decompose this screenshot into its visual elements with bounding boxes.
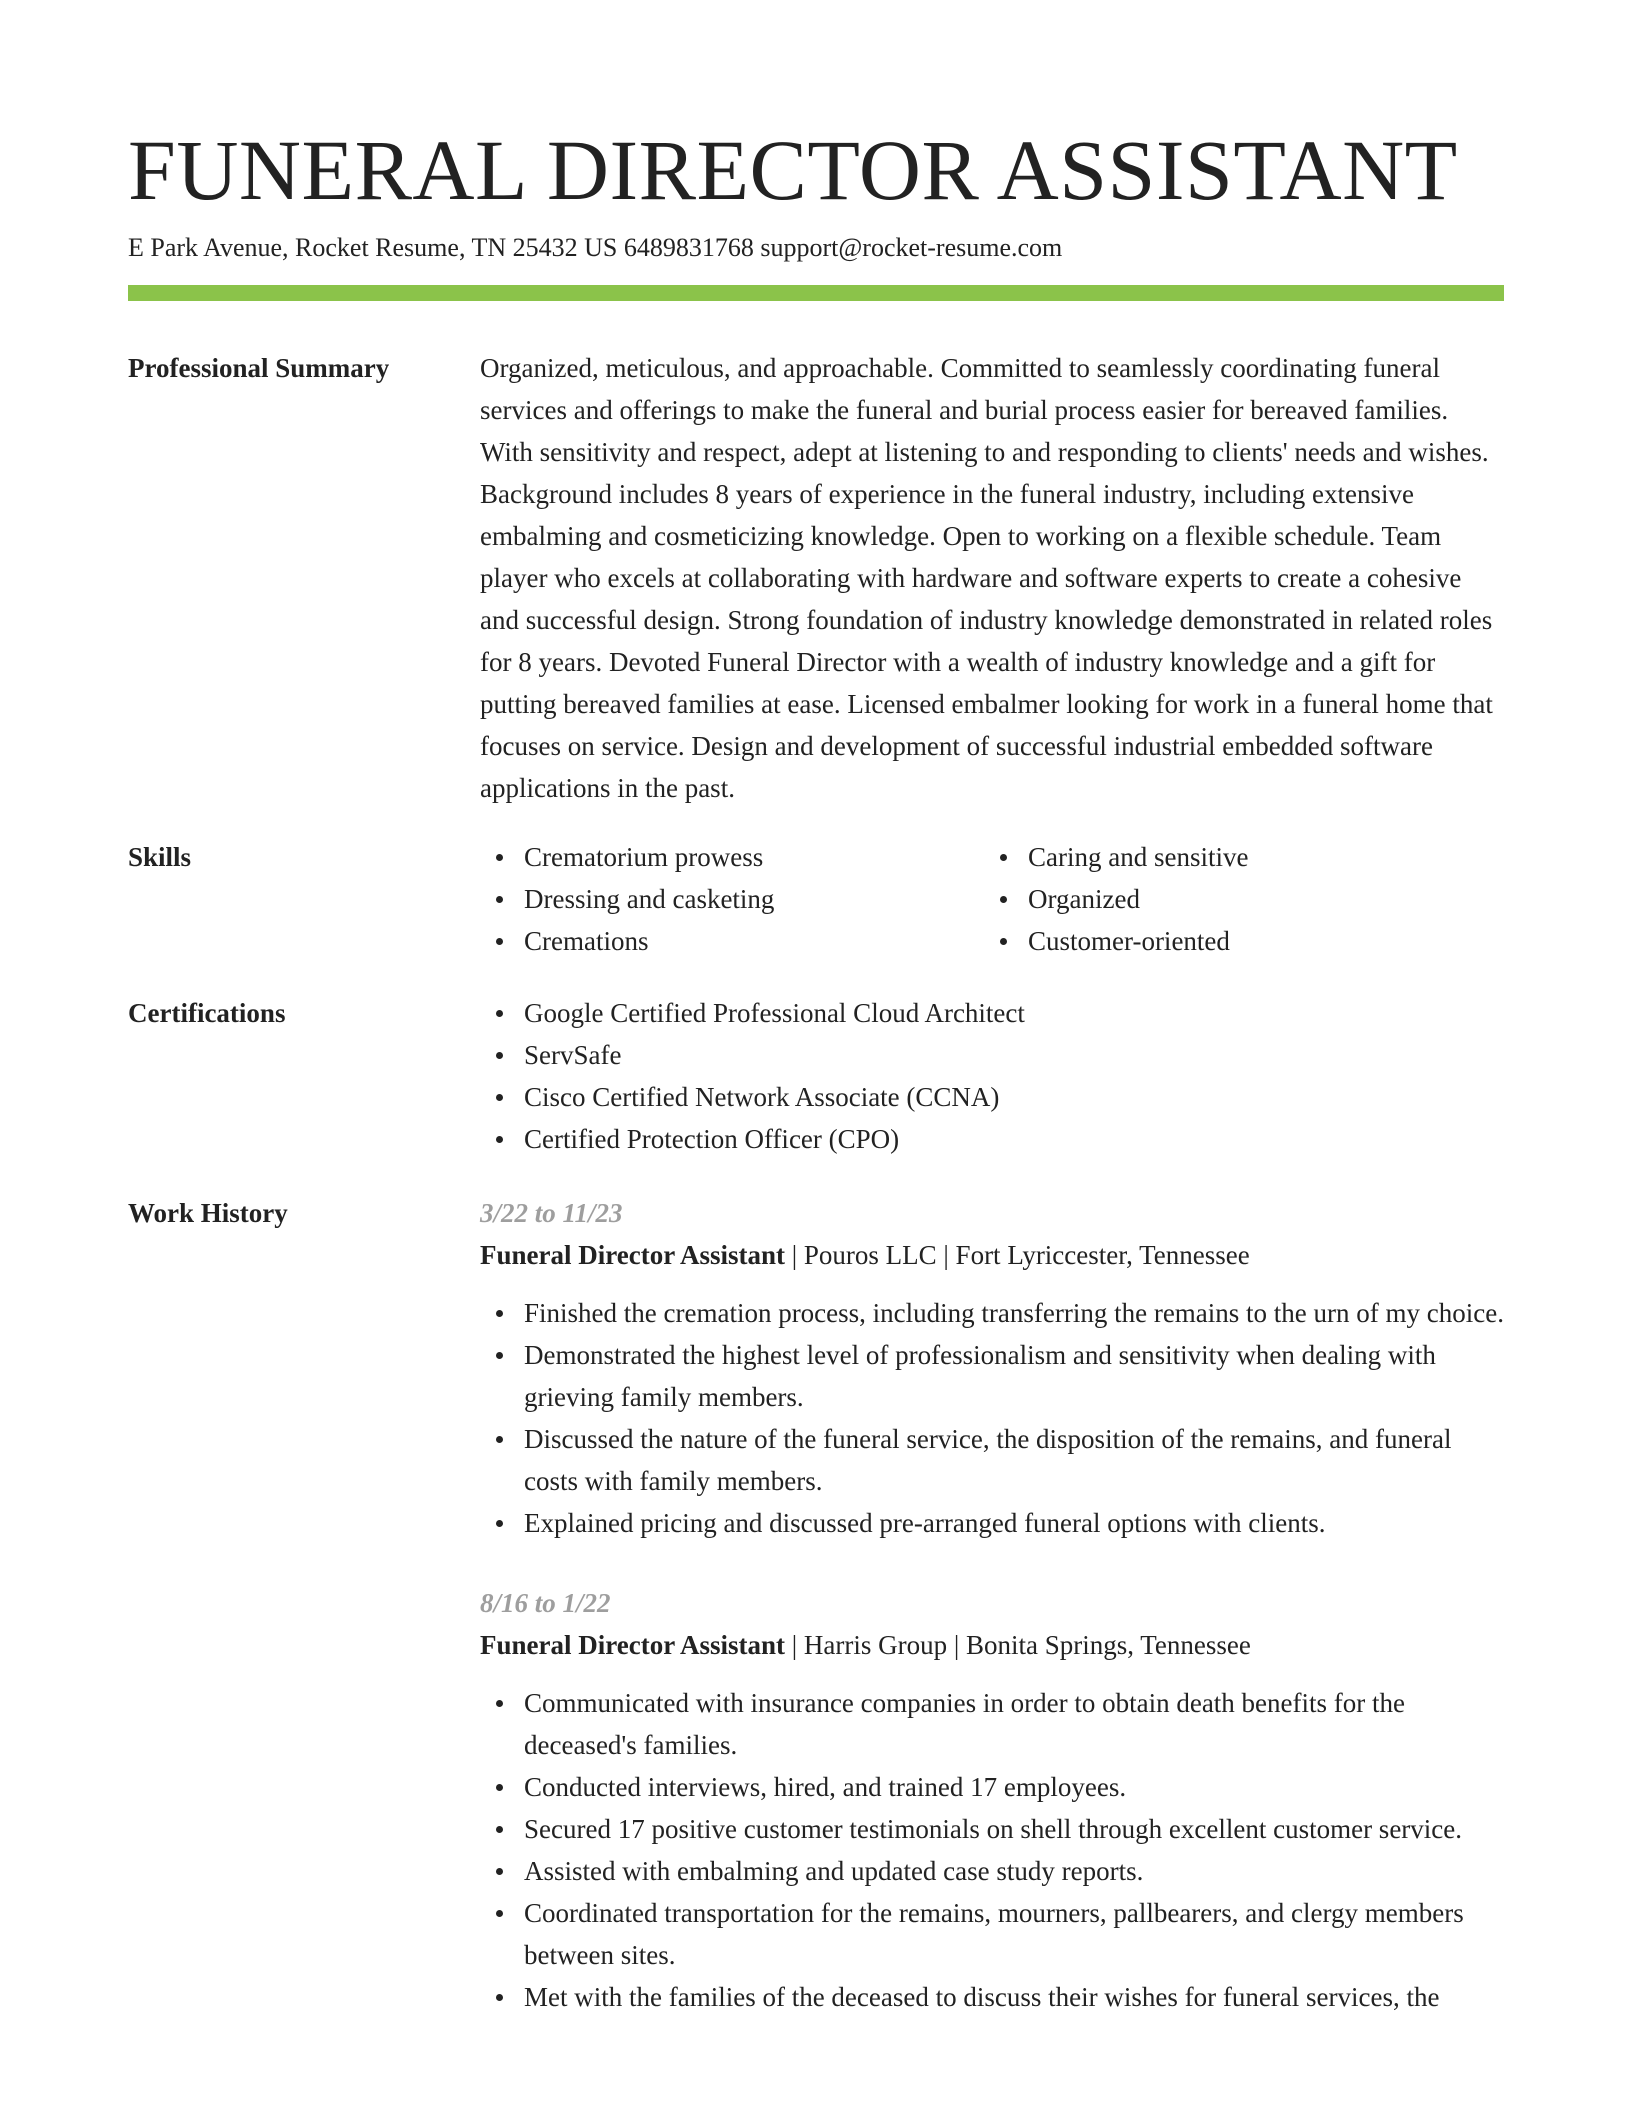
skills-column-2 <box>984 836 1488 962</box>
job-bullet: Met with the families of the deceased to discuss their wishes for funeral services, the <box>524 1976 1504 2018</box>
work-history-body <box>480 1192 1504 2056</box>
summary-text: Organized, meticulous, and approachable. Committed to seamlessly coordinating funeral services and offerings to make the funeral and burial process easier for bereaved families. With sensitivity and respect, adept at listening to and responding to clients' needs and wishes. Background includes 8 years of experience in the funeral industry, including extensive embalming and cosmeticizing knowledge. Open to working on a flexible schedule. Team player who excels at collaborating with hardware and software experts to create a cohesive and successful design. Strong foundation of industry knowledge demonstrated in related roles for 8 years. Devoted Funeral Director with a wealth of industry knowledge and a gift for putting bereaved families at ease. Licensed embalmer looking for work in a funeral home that focuses on service. Design and development of successful industrial embedded software applications in the past. <box>480 353 1493 803</box>
job-bullet: Discussed the nature of the funeral service, the disposition of the remains, and funeral costs with family members. <box>524 1418 1504 1502</box>
certification-item: Google Certified Professional Cloud Architect <box>524 992 1504 1034</box>
job-bullet: Secured 17 positive customer testimonials on shell through excellent customer service. <box>524 1808 1504 1850</box>
resume-name: FUNERAL DIRECTOR ASSISTANT <box>128 122 1458 218</box>
job-bullet: Assisted with embalming and updated case study reports. <box>524 1850 1504 1892</box>
job-bullet: Communicated with insurance companies in order to obtain death benefits for the deceased's families. <box>524 1682 1504 1766</box>
skill-item: Cremations <box>524 920 984 962</box>
skill-item: Dressing and casketing <box>524 878 984 920</box>
job-dates: 3/22 to 11/23 <box>480 1198 623 1228</box>
job-bullet: Conducted interviews, hired, and trained 17 employees. <box>524 1766 1504 1808</box>
skill-item: Caring and sensitive <box>1028 836 1488 878</box>
job-bullets <box>480 1292 1504 1544</box>
job-title: Funeral Director Assistant <box>480 1630 785 1660</box>
certifications-list <box>480 992 1504 1160</box>
job-role-line <box>480 1234 1504 1276</box>
certification-item: ServSafe <box>524 1034 1504 1076</box>
header-divider <box>128 285 1504 301</box>
summary-label: Professional Summary <box>128 353 390 383</box>
job-bullets <box>480 1682 1504 2018</box>
job-dates: 8/16 to 1/22 <box>480 1588 611 1618</box>
skills-list <box>480 836 1504 962</box>
certification-item: Cisco Certified Network Associate (CCNA) <box>524 1076 1504 1118</box>
job-bullet: Explained pricing and discussed pre-arranged funeral options with clients. <box>524 1502 1504 1544</box>
certifications-body <box>480 992 1504 1160</box>
skill-item: Customer-oriented <box>1028 920 1488 962</box>
job-details: | Pouros LLC | Fort Lyriccester, Tennessee <box>784 1240 1250 1270</box>
certifications-label: Certifications <box>128 998 286 1028</box>
job-bullet: Demonstrated the highest level of professionalism and sensitivity when dealing with grieving family members. <box>524 1334 1504 1418</box>
contact-line: E Park Avenue, Rocket Resume, TN 25432 US 6489831768 support@rocket-resume.com <box>128 233 1063 262</box>
skills-label: Skills <box>128 842 192 872</box>
work-history-label: Work History <box>128 1198 288 1228</box>
certification-item: Certified Protection Officer (CPO) <box>524 1118 1504 1160</box>
skills-column-1 <box>480 836 984 962</box>
skill-item: Crematorium prowess <box>524 836 984 878</box>
job-details: | Harris Group | Bonita Springs, Tennessee <box>784 1630 1251 1660</box>
job-title: Funeral Director Assistant <box>480 1240 785 1270</box>
job-bullet: Finished the cremation process, including transferring the remains to the urn of my choice. <box>524 1292 1504 1334</box>
job-entry <box>480 1192 1504 1544</box>
job-entry <box>480 1582 1504 2018</box>
summary-body <box>480 347 1504 809</box>
job-role-line <box>480 1624 1504 1666</box>
skill-item: Organized <box>1028 878 1488 920</box>
job-bullet: Coordinated transportation for the remains, mourners, pallbearers, and clergy members between sites. <box>524 1892 1504 1976</box>
